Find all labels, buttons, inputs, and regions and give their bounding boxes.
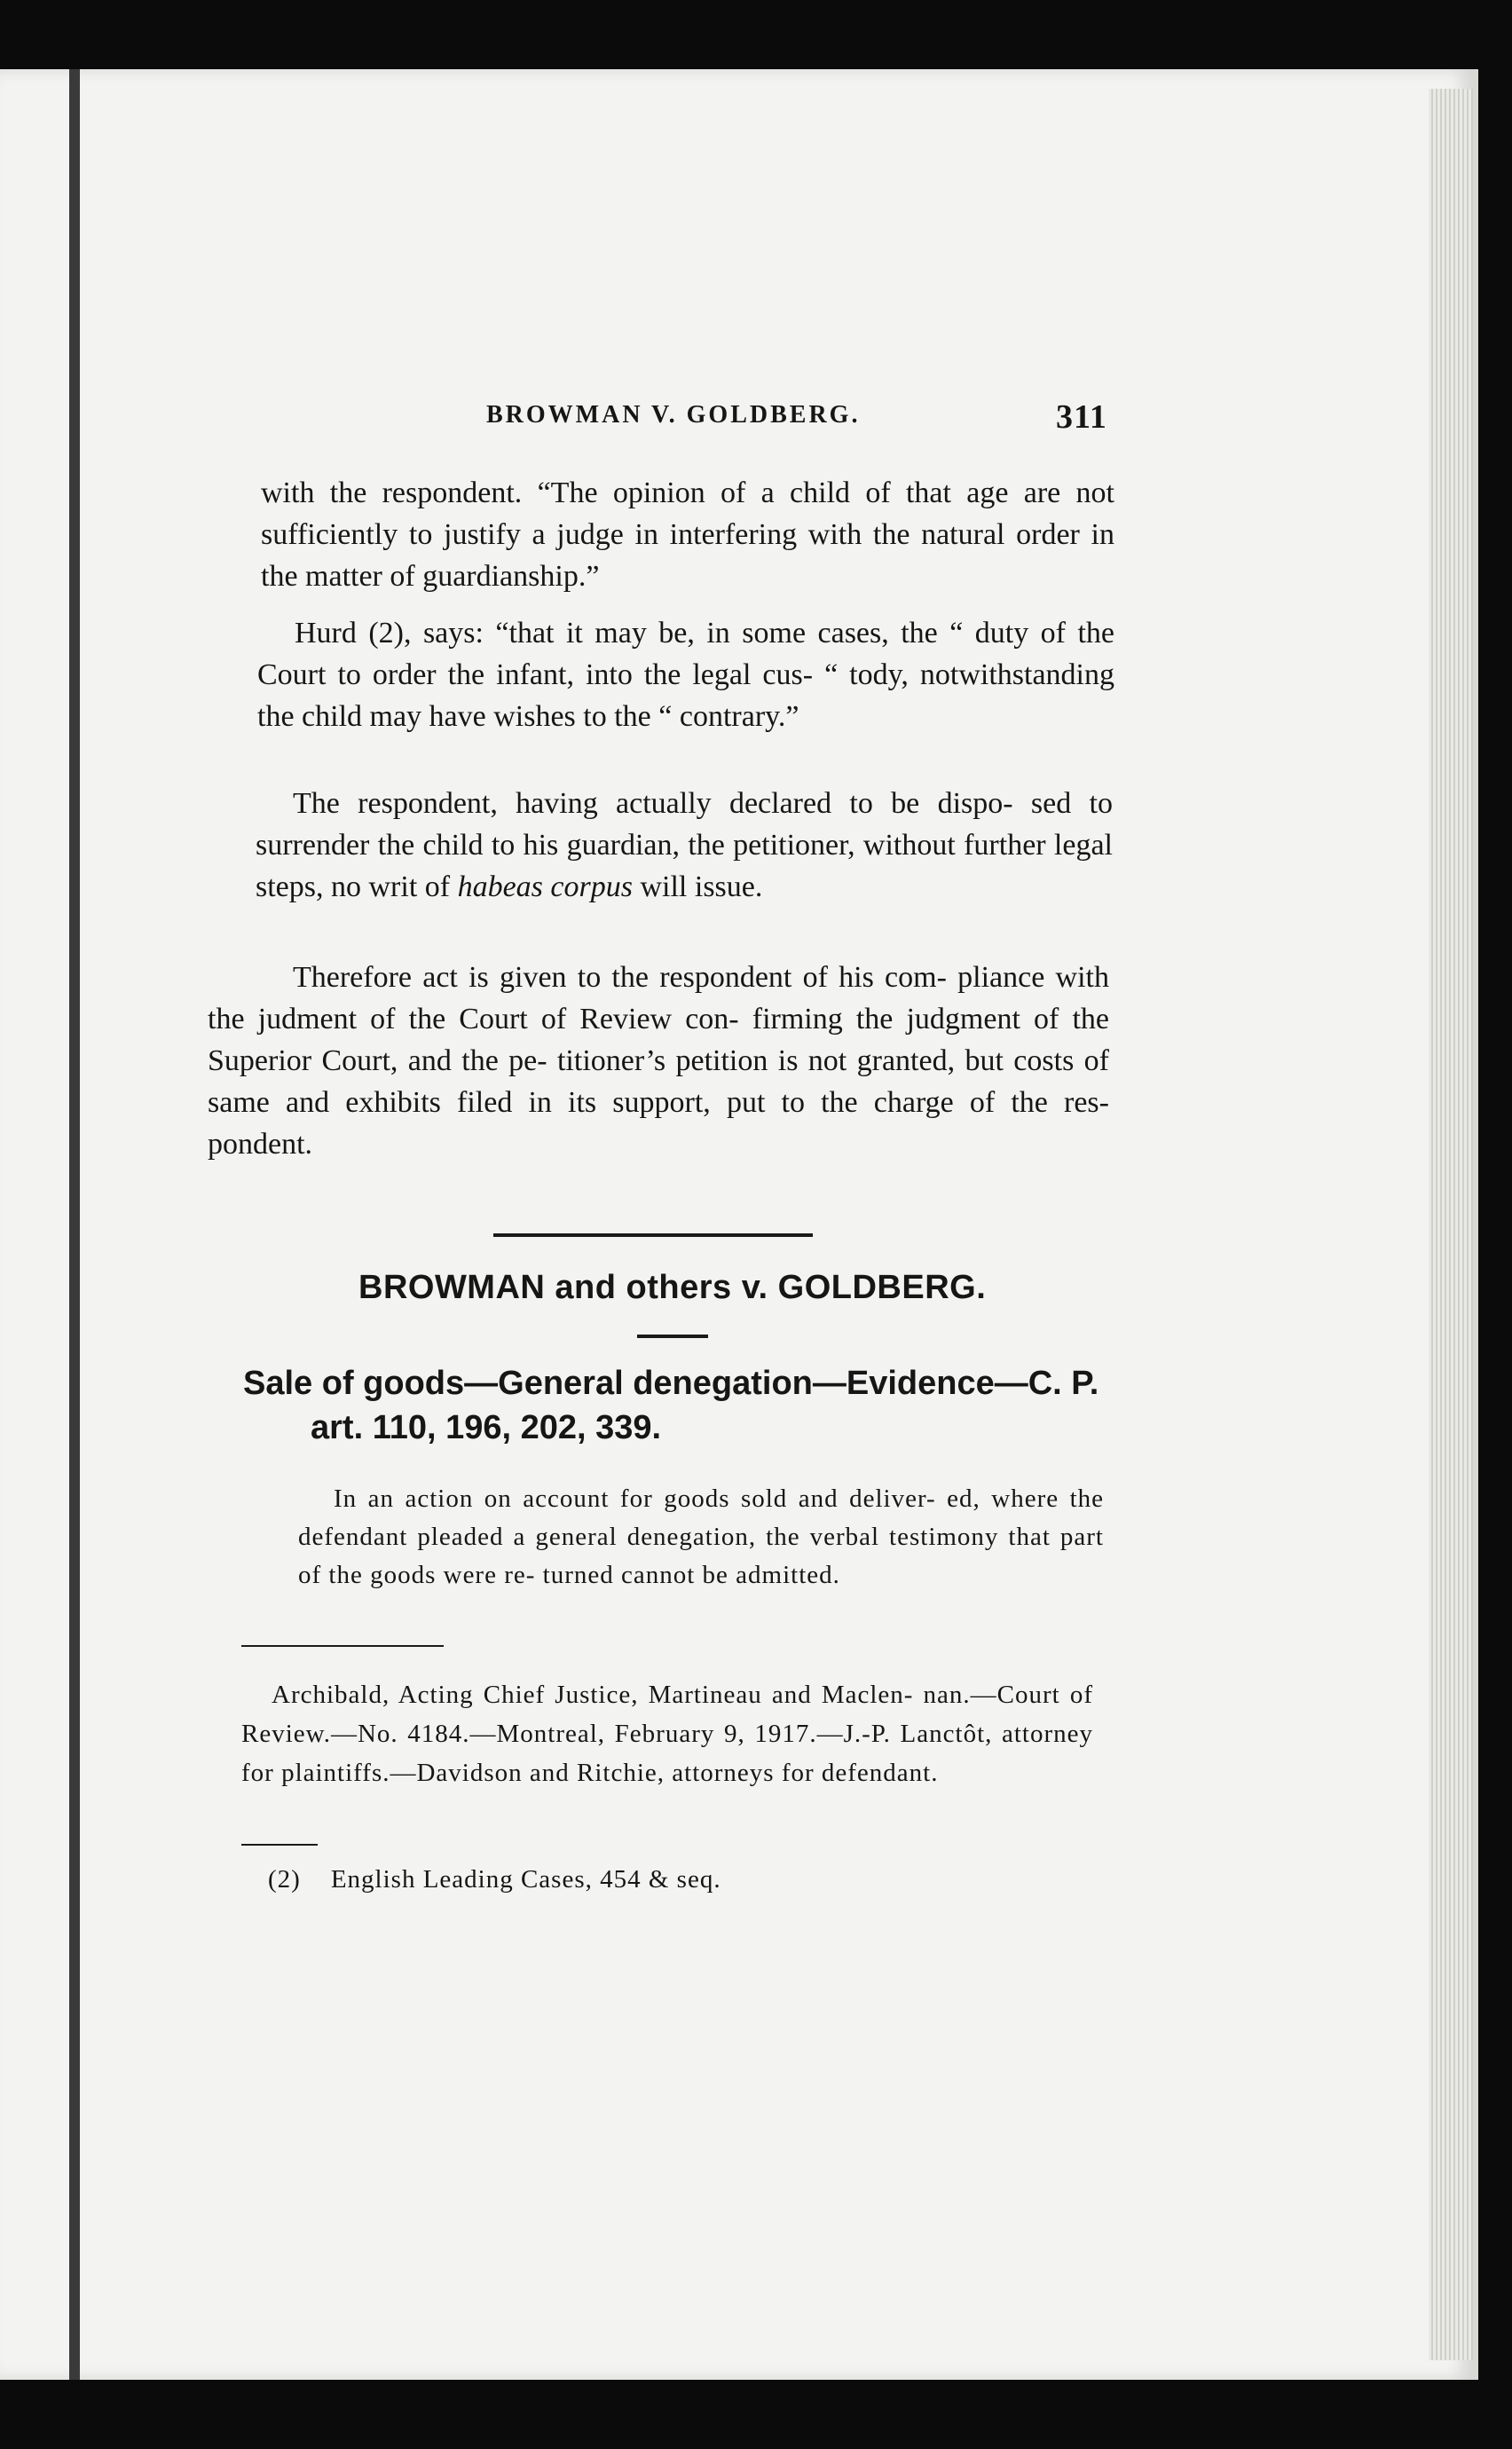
paragraph-3-text: The respondent, having actually declared to be dispo- sed to surrender the child to his guardian, the petitioner, without further legal steps, no writ of: [256, 787, 1113, 903]
section-divider: [493, 1233, 813, 1237]
footnote-text: English Leading Cases, 454 & seq.: [330, 1865, 721, 1894]
paragraph-3-end: will issue.: [632, 870, 763, 903]
latin-term: habeas corpus: [457, 870, 633, 903]
page-number: 311: [1056, 398, 1107, 436]
paragraph-4: Therefore act is given to the respondent of his com- pliance with the judment of the Court of Review con- firming the judgment of the Superior Court, and the pe- titioner’s petition is not granted, but costs of same and exhibits filed in its support, put to the charge of the res- pondent.: [208, 961, 1109, 1161]
paragraph-1: with the respondent. “The opinion of a child of that age are not sufficiently to justify a judge in interfering with the natural order in the matter of guardianship.”: [261, 476, 1114, 593]
paragraph-3: [256, 783, 1113, 908]
footnote: [268, 1865, 1067, 1894]
summary-rule: [241, 1645, 444, 1647]
case-title: BROWMAN and others v. GOLDBERG.: [358, 1269, 987, 1306]
bench-info: Archibald, Acting Chief Justice, Martineau and Maclen- nan.—Court of Review.—No. 4184.—Montreal, February 9, 1917.—J.-P. Lanctôt, attorney for plaintiffs.—Davidson and Ritchie, attorneys for defendant.: [241, 1681, 1093, 1787]
headnote: [243, 1361, 1100, 1450]
running-title: BROWMAN V. GOLDBERG.: [486, 401, 861, 429]
footnote-rule: [241, 1844, 318, 1846]
headnote-line-2: art. 110, 196, 202, 339.: [311, 1409, 662, 1446]
footnote-marker: (2): [268, 1865, 301, 1894]
paragraph-2: Hurd (2), says: “that it may be, in some cases, the “ duty of the Court to order the infant, into the legal cus- “ tody, notwithstanding the child may have wishes to the “ contrary.”: [257, 617, 1114, 733]
headnote-line-1: Sale of goods—General denegation—Evidence—C. P.: [243, 1365, 1099, 1402]
case-summary: In an action on account for goods sold and deliver- ed, where the defendant pleaded a general denegation, the verbal testimony that part of the goods were re- turned cannot be admitted.: [298, 1484, 1104, 1589]
title-rule: [637, 1335, 708, 1338]
